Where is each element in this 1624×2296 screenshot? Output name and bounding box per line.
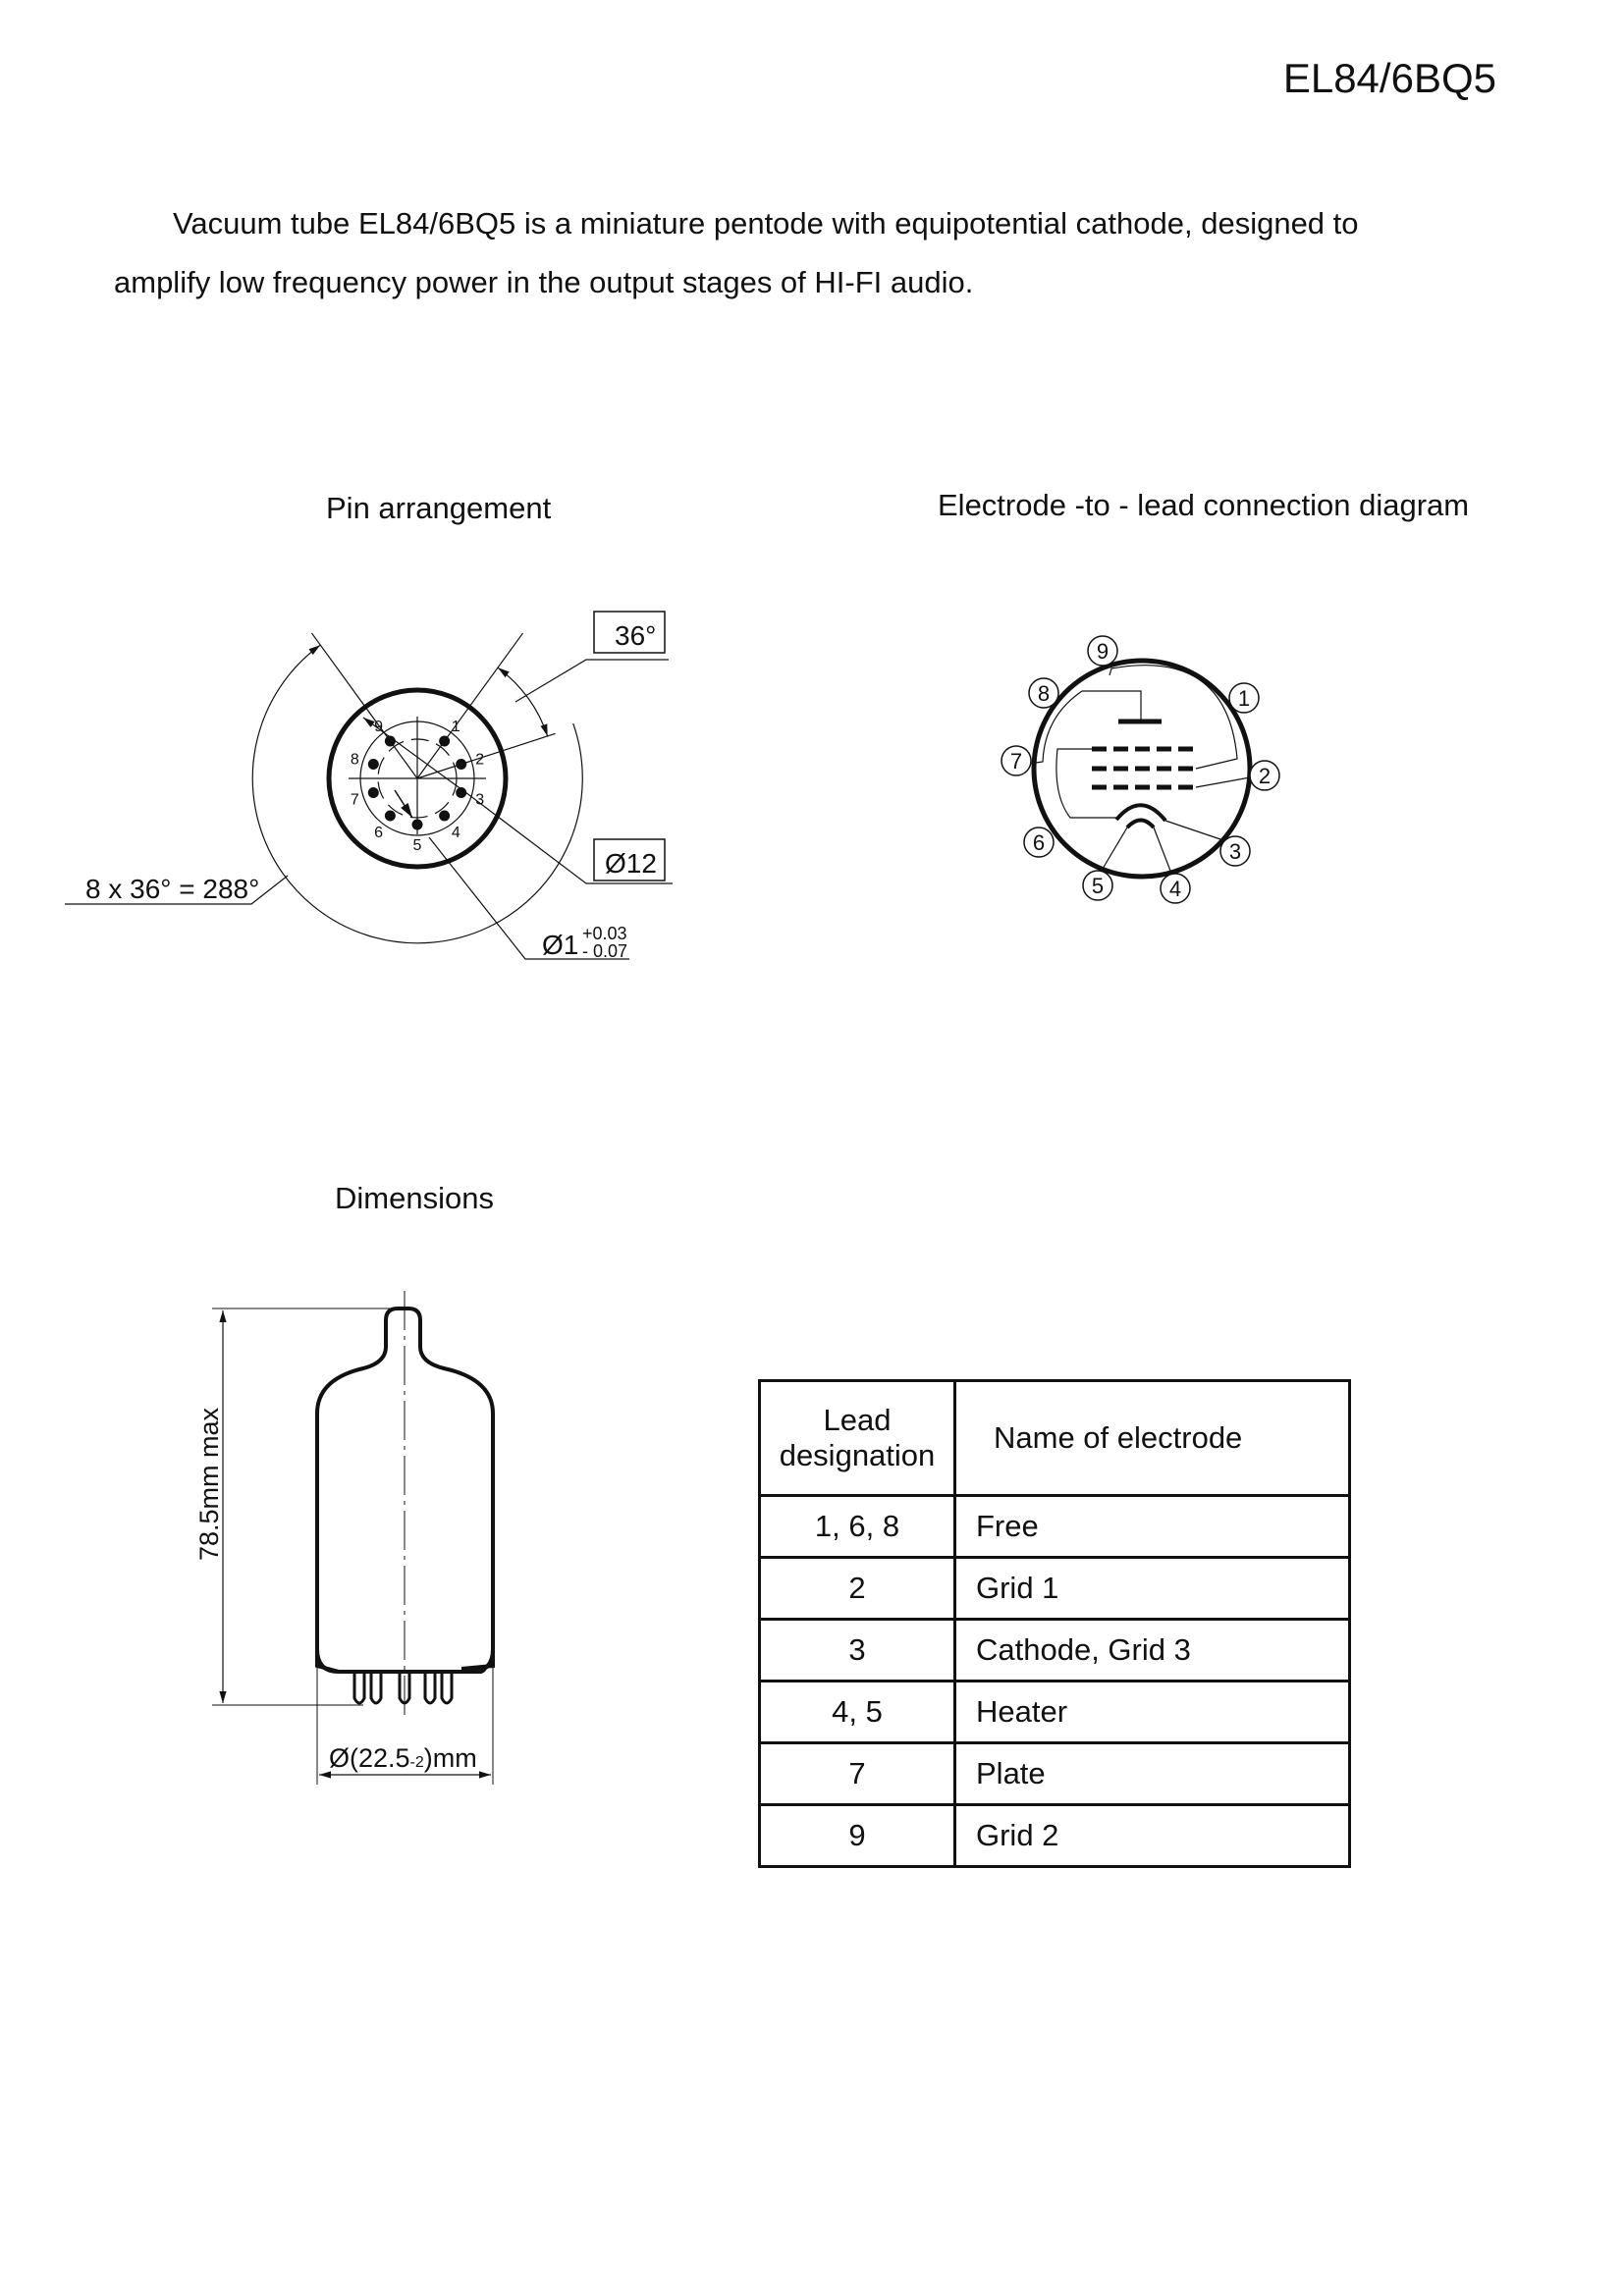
- pin-dot: [368, 759, 378, 769]
- electrode-cell: Grid 1: [955, 1558, 1350, 1620]
- pin-number: 1: [451, 718, 460, 735]
- pin-number: 3: [475, 791, 485, 809]
- lead-table: [758, 1379, 1351, 1868]
- pin-number: 4: [1168, 877, 1182, 901]
- electrode-cell: Heater: [955, 1682, 1350, 1743]
- tube-pin: [442, 1672, 452, 1703]
- pin-number: 9: [1096, 639, 1110, 664]
- pin-number: 8: [1037, 681, 1051, 706]
- pin-number: 8: [350, 751, 359, 769]
- table-header-row: [760, 1381, 1350, 1496]
- table-row: [760, 1682, 1350, 1743]
- document-title: EL84/6BQ5: [1282, 55, 1496, 101]
- pin-number: 6: [1032, 830, 1046, 855]
- pin-diameter-label: Ø1: [542, 930, 579, 960]
- pin-dot: [440, 811, 450, 821]
- electrode-cell: Plate: [955, 1743, 1350, 1805]
- pin-number: 5: [412, 837, 422, 854]
- pin-number: 6: [374, 825, 384, 842]
- pin-tolerance-plus: +0.03: [582, 924, 627, 943]
- tube-pin: [371, 1672, 381, 1703]
- lead-cell: 4, 5: [760, 1682, 955, 1743]
- pin-number: 7: [350, 791, 359, 809]
- header-line: designation: [779, 1438, 936, 1472]
- dimensions-title: Dimensions: [335, 1181, 494, 1215]
- angle-label: 36°: [615, 620, 657, 651]
- height-label: 78.5mm max: [194, 1407, 224, 1561]
- pin-number: 7: [1009, 749, 1023, 774]
- diameter-label: Ø12: [605, 848, 657, 879]
- header-line: Lead: [823, 1403, 892, 1437]
- table-row: [760, 1620, 1350, 1682]
- pin-dot: [385, 811, 395, 821]
- table-row: [760, 1743, 1350, 1805]
- pin-dot: [368, 788, 378, 798]
- pin-tolerance-minus: - 0.07: [582, 941, 628, 961]
- tube-pin: [425, 1672, 435, 1703]
- lead-cell: 2: [760, 1558, 955, 1620]
- pin-number: 1: [1237, 686, 1251, 711]
- tube-outline-drawing: [212, 1291, 493, 1785]
- pin-arrangement-title: Pin arrangement: [326, 491, 552, 525]
- table-row: [760, 1805, 1350, 1867]
- heater: [1127, 821, 1154, 828]
- pin-arrangement-diagram: [65, 612, 673, 959]
- intro-line-2: amplify low frequency power in the output stages of HI-FI audio.: [114, 265, 974, 299]
- pin-dot: [412, 820, 422, 829]
- pin-number: 9: [374, 718, 384, 735]
- lead-cell: 7: [760, 1743, 955, 1805]
- electrode-cell: Cathode, Grid 3: [955, 1620, 1350, 1682]
- intro-line-1: Vacuum tube EL84/6BQ5 is a miniature pentode with equipotential cathode, designed to: [173, 206, 1359, 240]
- electrode-cell: Grid 2: [955, 1805, 1350, 1867]
- header-lead-designation: [760, 1381, 955, 1496]
- lead-cell: 9: [760, 1805, 955, 1867]
- pin-number: 2: [1258, 764, 1272, 788]
- tube-pin: [354, 1672, 364, 1703]
- lead-cell: 3: [760, 1620, 955, 1682]
- electrode-cell: Free: [955, 1496, 1350, 1558]
- total-angle-label: 8 x 36° = 288°: [85, 874, 260, 904]
- table-row: [760, 1496, 1350, 1558]
- pin-number: 4: [451, 825, 460, 842]
- pin-number: 5: [1091, 874, 1105, 898]
- lead-cell: 1, 6, 8: [760, 1496, 955, 1558]
- connection-diagram-title: Electrode -to - lead connection diagram: [938, 488, 1470, 522]
- table-row: [760, 1558, 1350, 1620]
- connection-diagram: [1034, 661, 1250, 877]
- diameter-dimension-label: Ø(22.5-2)mm: [329, 1743, 477, 1773]
- pin-number: 2: [475, 751, 485, 769]
- pin-number: 3: [1228, 839, 1242, 864]
- header-electrode-name: Name of electrode: [955, 1381, 1350, 1496]
